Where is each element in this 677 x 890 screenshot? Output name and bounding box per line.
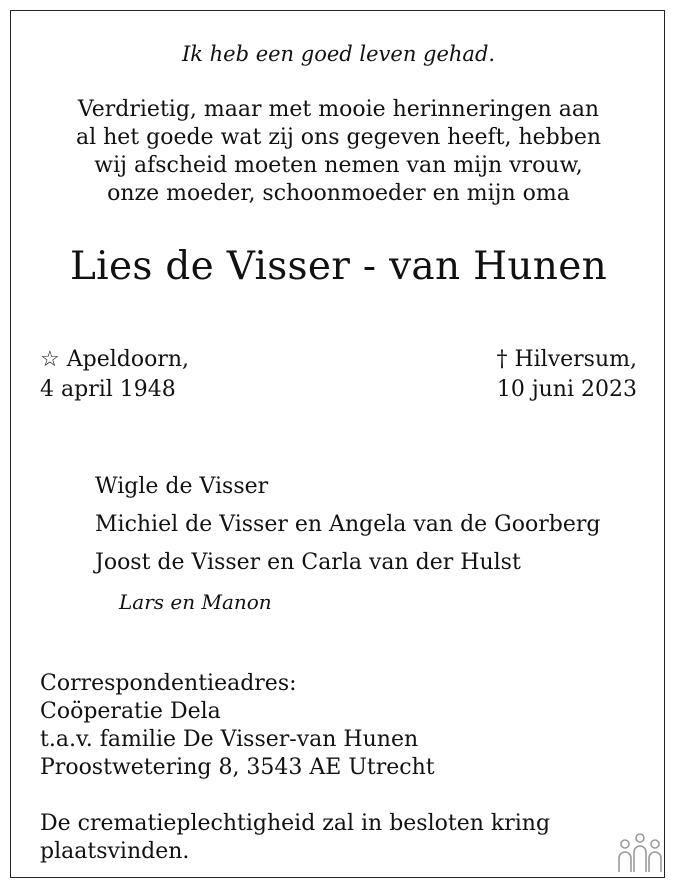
- cremation-line: plaatsvinden.: [40, 839, 190, 864]
- intro-line: wij afscheid moeten nemen van mijn vrouw,: [94, 153, 583, 178]
- family-people-icon: [616, 832, 664, 876]
- correspondence-address: [40, 670, 435, 782]
- family-list: [95, 468, 600, 622]
- address-line: Proostwetering 8, 3543 AE Utrecht: [40, 755, 435, 780]
- address-line: Correspondentieadres:: [40, 671, 297, 696]
- intro-line: Verdrietig, maar met mooie herinneringen aan: [77, 97, 600, 122]
- death-date: 10 juni 2023: [496, 377, 637, 402]
- deceased-name: Lies de Visser - van Hunen: [69, 244, 608, 289]
- intro-text: [0, 96, 677, 208]
- birth-info: [40, 345, 189, 405]
- cremation-line: De crematieplechtigheid zal in besloten kring: [40, 811, 551, 836]
- intro-line: onze moeder, schoonmoeder en mijn oma: [107, 181, 570, 206]
- address-line: t.a.v. familie De Visser-van Hunen: [40, 727, 419, 752]
- death-place: Hilversum,: [514, 347, 637, 372]
- address-line: Coöperatie Dela: [40, 699, 221, 724]
- family-member: Wigle de Visser: [95, 474, 269, 499]
- family-member: Michiel de Visser en Angela van de Goorberg: [95, 512, 601, 537]
- birth-place: Apeldoorn,: [66, 347, 190, 372]
- birth-date: 4 april 1948: [40, 377, 176, 402]
- star-icon: ☆: [40, 347, 60, 372]
- cross-icon: †: [496, 347, 508, 372]
- grandchildren: Lars en Manon: [119, 590, 272, 614]
- cremation-note: [40, 810, 550, 866]
- family-member: Joost de Visser en Carla van der Hulst: [95, 550, 521, 575]
- intro-line: al het goede wat zij ons gegeven heeft, hebben: [75, 125, 602, 150]
- death-info: [496, 345, 637, 405]
- motto: Ik heb een goed leven gehad.: [181, 42, 496, 66]
